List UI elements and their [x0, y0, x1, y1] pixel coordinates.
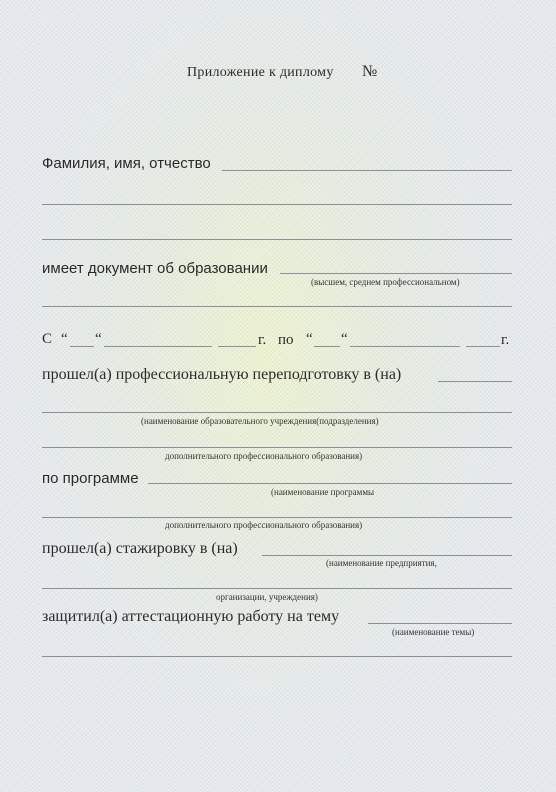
date-from-quote-close: “	[95, 331, 102, 347]
date-from-day-line[interactable]	[70, 346, 94, 347]
date-to-quote-close: “	[341, 331, 348, 347]
fio-line-3[interactable]	[42, 239, 512, 240]
date-from-year-line[interactable]	[218, 346, 256, 347]
topic-hint: (наименование темы)	[392, 627, 475, 637]
date-to-label: по	[278, 332, 294, 348]
program-name-hint: (наименование программы	[271, 487, 375, 497]
additional-education-hint-1: дополнительного профессионального образования)	[165, 451, 363, 461]
retraining-line-2[interactable]	[42, 412, 512, 413]
fio-line-2[interactable]	[42, 204, 512, 205]
fio-label: Фамилия, имя, отчество	[42, 155, 211, 172]
thesis-line-2[interactable]	[42, 656, 512, 657]
additional-education-hint-2: дополнительного профессионального образования)	[165, 520, 363, 530]
retraining-label: прошел(а) профессиональную переподготовку в (на)	[42, 366, 402, 383]
retraining-line-3[interactable]	[42, 447, 512, 448]
date-to-year-suffix: г.	[501, 332, 510, 348]
date-from-month-line[interactable]	[104, 346, 212, 347]
internship-line-2[interactable]	[42, 588, 512, 589]
institution-hint: (наименование образовательного учреждения(подразделения)	[141, 416, 379, 426]
education-document-line-2[interactable]	[42, 306, 512, 307]
program-line-2[interactable]	[42, 517, 512, 518]
date-to-month-line[interactable]	[350, 346, 460, 347]
program-label: по программе	[42, 470, 139, 487]
page-title: Приложение к диплому	[187, 65, 334, 80]
education-level-hint: (высшем, среднем профессиональном)	[311, 277, 460, 287]
date-to-year-line[interactable]	[466, 346, 500, 347]
thesis-line-1[interactable]	[368, 623, 512, 624]
education-document-label: имеет документ об образовании	[42, 260, 268, 277]
date-to-quote-open: “	[306, 331, 313, 347]
date-from-prefix: С	[42, 331, 53, 347]
internship-line-1[interactable]	[262, 555, 512, 556]
diploma-number-sign: №	[362, 63, 378, 80]
organization-hint: организации, учреждения)	[216, 592, 318, 602]
date-from-quote-open: “	[61, 331, 68, 347]
program-line-1[interactable]	[148, 483, 512, 484]
internship-label: прошел(а) стажировку в (на)	[42, 540, 238, 557]
enterprise-hint: (наименование предприятия,	[326, 558, 437, 568]
fio-line-1[interactable]	[222, 170, 512, 171]
education-document-line[interactable]	[280, 273, 512, 274]
date-to-day-line[interactable]	[314, 346, 340, 347]
thesis-label: защитил(а) аттестационную работу на тему	[42, 608, 340, 625]
date-from-year-suffix: г.	[258, 332, 267, 348]
retraining-line-1[interactable]	[438, 381, 512, 382]
